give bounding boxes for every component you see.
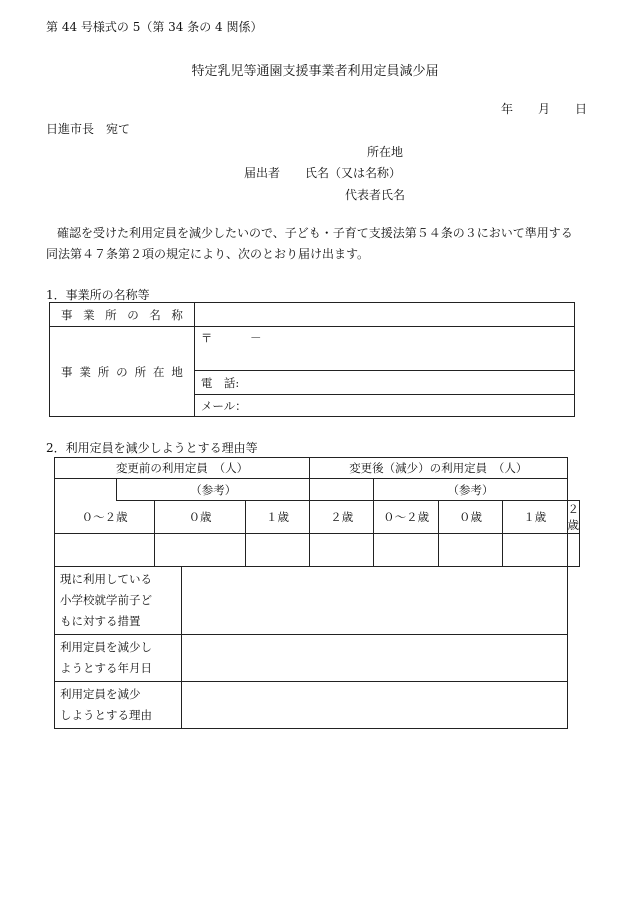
age-col-after-1: １歳 <box>503 501 567 534</box>
applicant-address-label: 所在地 <box>367 145 404 159</box>
email-label: メール： <box>200 398 247 413</box>
document-title: 特定乳児等通園支援事業者利用定員減少届 <box>191 64 439 79</box>
addressee: 日進市長 宛て <box>46 122 131 136</box>
age-col-after-0: ０歳 <box>438 501 502 534</box>
applicant-label: 届出者 <box>244 166 281 180</box>
age-col-before-0-2: ０～２歳 <box>55 501 155 534</box>
representative-label: 代表者氏名 <box>345 188 406 202</box>
value-before-1[interactable] <box>245 534 309 567</box>
phone-label: 電 話: <box>200 375 240 390</box>
reason-label-current-measures: 現に利用している 小学校就学前子ど もに対する措置 <box>55 567 182 635</box>
postal-dash: － <box>250 331 262 345</box>
facility-name-field[interactable] <box>194 303 574 327</box>
age-col-after-2: ２歳 <box>567 502 579 532</box>
facility-location-label: 事 業 所 の 所 在 地 <box>50 327 195 417</box>
after-reference-header: （参考） <box>374 479 567 501</box>
value-before-0-2[interactable] <box>55 534 155 567</box>
body-line-2: 同法第４７条第２項の規定により、次のとおり届け出ます。 <box>46 247 370 261</box>
before-capacity-header: 変更前の利用定員 （人） <box>55 458 310 479</box>
form-number: 第 44 号様式の 5（第 34 条の 4 関係） <box>46 20 263 34</box>
age-col-before-2: ２歳 <box>310 501 374 534</box>
value-after-1[interactable] <box>503 534 567 567</box>
facility-table <box>49 302 575 417</box>
section1-heading: 1．事業所の名称等 <box>46 288 150 302</box>
reduction-reason-field[interactable] <box>181 682 567 729</box>
applicant-name-label: 氏名（又は名称） <box>305 166 402 180</box>
blank-cell <box>55 479 117 501</box>
facility-name-label: 事 業 所 の 名 称 <box>50 303 195 327</box>
value-before-2[interactable] <box>310 534 374 567</box>
phone-field[interactable] <box>194 371 574 395</box>
value-after-2[interactable] <box>567 534 580 567</box>
section2-heading: 2．利用定員を減少しようとする理由等 <box>46 441 258 455</box>
age-col-before-1: １歳 <box>245 501 309 534</box>
capacity-table <box>54 457 580 729</box>
value-before-0[interactable] <box>155 534 246 567</box>
value-after-0[interactable] <box>438 534 502 567</box>
reason-label-reduction-reason: 利用定員を減少 しようとする理由 <box>55 682 182 729</box>
date-month: 月 <box>538 102 551 116</box>
postal-address-field[interactable] <box>194 327 574 371</box>
body-line-1: 確認を受けた利用定員を減少したいので、子ども・子育て支援法第５４条の３において準用する <box>57 226 573 240</box>
reason-label-reduction-date: 利用定員を減少し ようとする年月日 <box>55 635 182 682</box>
email-field[interactable] <box>194 395 574 417</box>
age-col-after-0-2: ０～２歳 <box>374 501 438 534</box>
before-reference-header: （参考） <box>117 479 310 501</box>
date-day: 日 <box>575 102 588 116</box>
postal-mark: 〒 <box>200 331 213 345</box>
date-year: 年 <box>501 102 514 116</box>
blank-cell <box>310 479 374 501</box>
value-after-0-2[interactable] <box>374 534 438 567</box>
current-measures-field[interactable] <box>181 567 567 635</box>
reduction-date-field[interactable] <box>181 635 567 682</box>
after-capacity-header: 変更後（減少）の利用定員 （人） <box>310 458 567 479</box>
age-col-before-0: ０歳 <box>155 501 246 534</box>
